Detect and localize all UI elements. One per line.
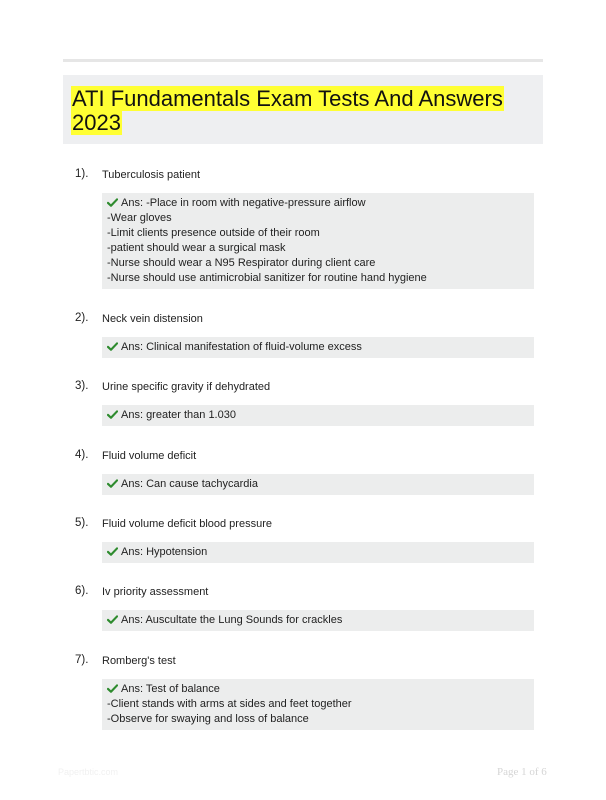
check-icon [107, 684, 118, 693]
answer-line: -patient should wear a surgical mask [107, 242, 286, 254]
answer-box-1 [102, 193, 534, 289]
question-text: Romberg's test [102, 655, 176, 667]
answer-line: -Nurse should use antimicrobial sanitizer for routine hand hygiene [107, 272, 427, 284]
answer-box-3 [102, 405, 534, 426]
answer-box-4 [102, 474, 534, 495]
answer-line: -Client stands with arms at sides and feet together [107, 698, 352, 710]
answer-box-7 [102, 679, 534, 730]
answer-line: Ans: -Place in room with negative-pressure airflow [121, 197, 366, 209]
question-number: 6). [75, 585, 89, 597]
answer-line: Ans: greater than 1.030 [121, 409, 236, 421]
page-title [71, 87, 511, 135]
answer-line: Ans: Hypotension [121, 546, 208, 558]
check-icon [107, 342, 118, 351]
question-text: Tuberculosis patient [102, 169, 201, 181]
page-title-text: ATI Fundamentals Exam Tests And Answers 2023 [72, 86, 503, 135]
answer-line: Ans: Clinical manifestation of fluid-volume excess [121, 341, 362, 353]
answer-line: -Nurse should wear a N95 Respirator during client care [107, 257, 376, 269]
question-text: Neck vein distension [102, 313, 203, 325]
question-number: 1). [75, 168, 89, 180]
question-number: 2). [75, 312, 89, 324]
page-indicator: Page 1 of 6 [497, 766, 547, 778]
question-number: 4). [75, 449, 89, 461]
answer-line: -Wear gloves [107, 212, 172, 224]
question-text: Fluid volume deficit [102, 450, 197, 462]
question-text: Urine specific gravity if dehydrated [102, 381, 271, 393]
check-icon [107, 479, 118, 488]
check-icon [107, 615, 118, 624]
answer-line: Ans: Can cause tachycardia [121, 478, 258, 490]
check-icon [107, 410, 118, 419]
question-text: Iv priority assessment [102, 586, 209, 598]
answer-line: -Limit clients presence outside of their room [107, 227, 320, 239]
answer-line: -Observe for swaying and loss of balance [107, 713, 309, 725]
answer-line: Ans: Test of balance [121, 683, 220, 695]
answer-box-6 [102, 610, 534, 631]
answer-line: Ans: Auscultate the Lung Sounds for crackles [121, 614, 343, 626]
answer-box-5 [102, 542, 534, 563]
question-text: Fluid volume deficit blood pressure [102, 518, 272, 530]
question-number: 7). [75, 654, 89, 666]
check-icon [107, 547, 118, 556]
check-icon [107, 198, 118, 207]
question-number: 3). [75, 380, 89, 392]
answer-box-2 [102, 337, 534, 358]
question-number: 5). [75, 517, 89, 529]
top-divider [63, 59, 543, 62]
footer-watermark: Papertbtic.com [58, 767, 119, 777]
